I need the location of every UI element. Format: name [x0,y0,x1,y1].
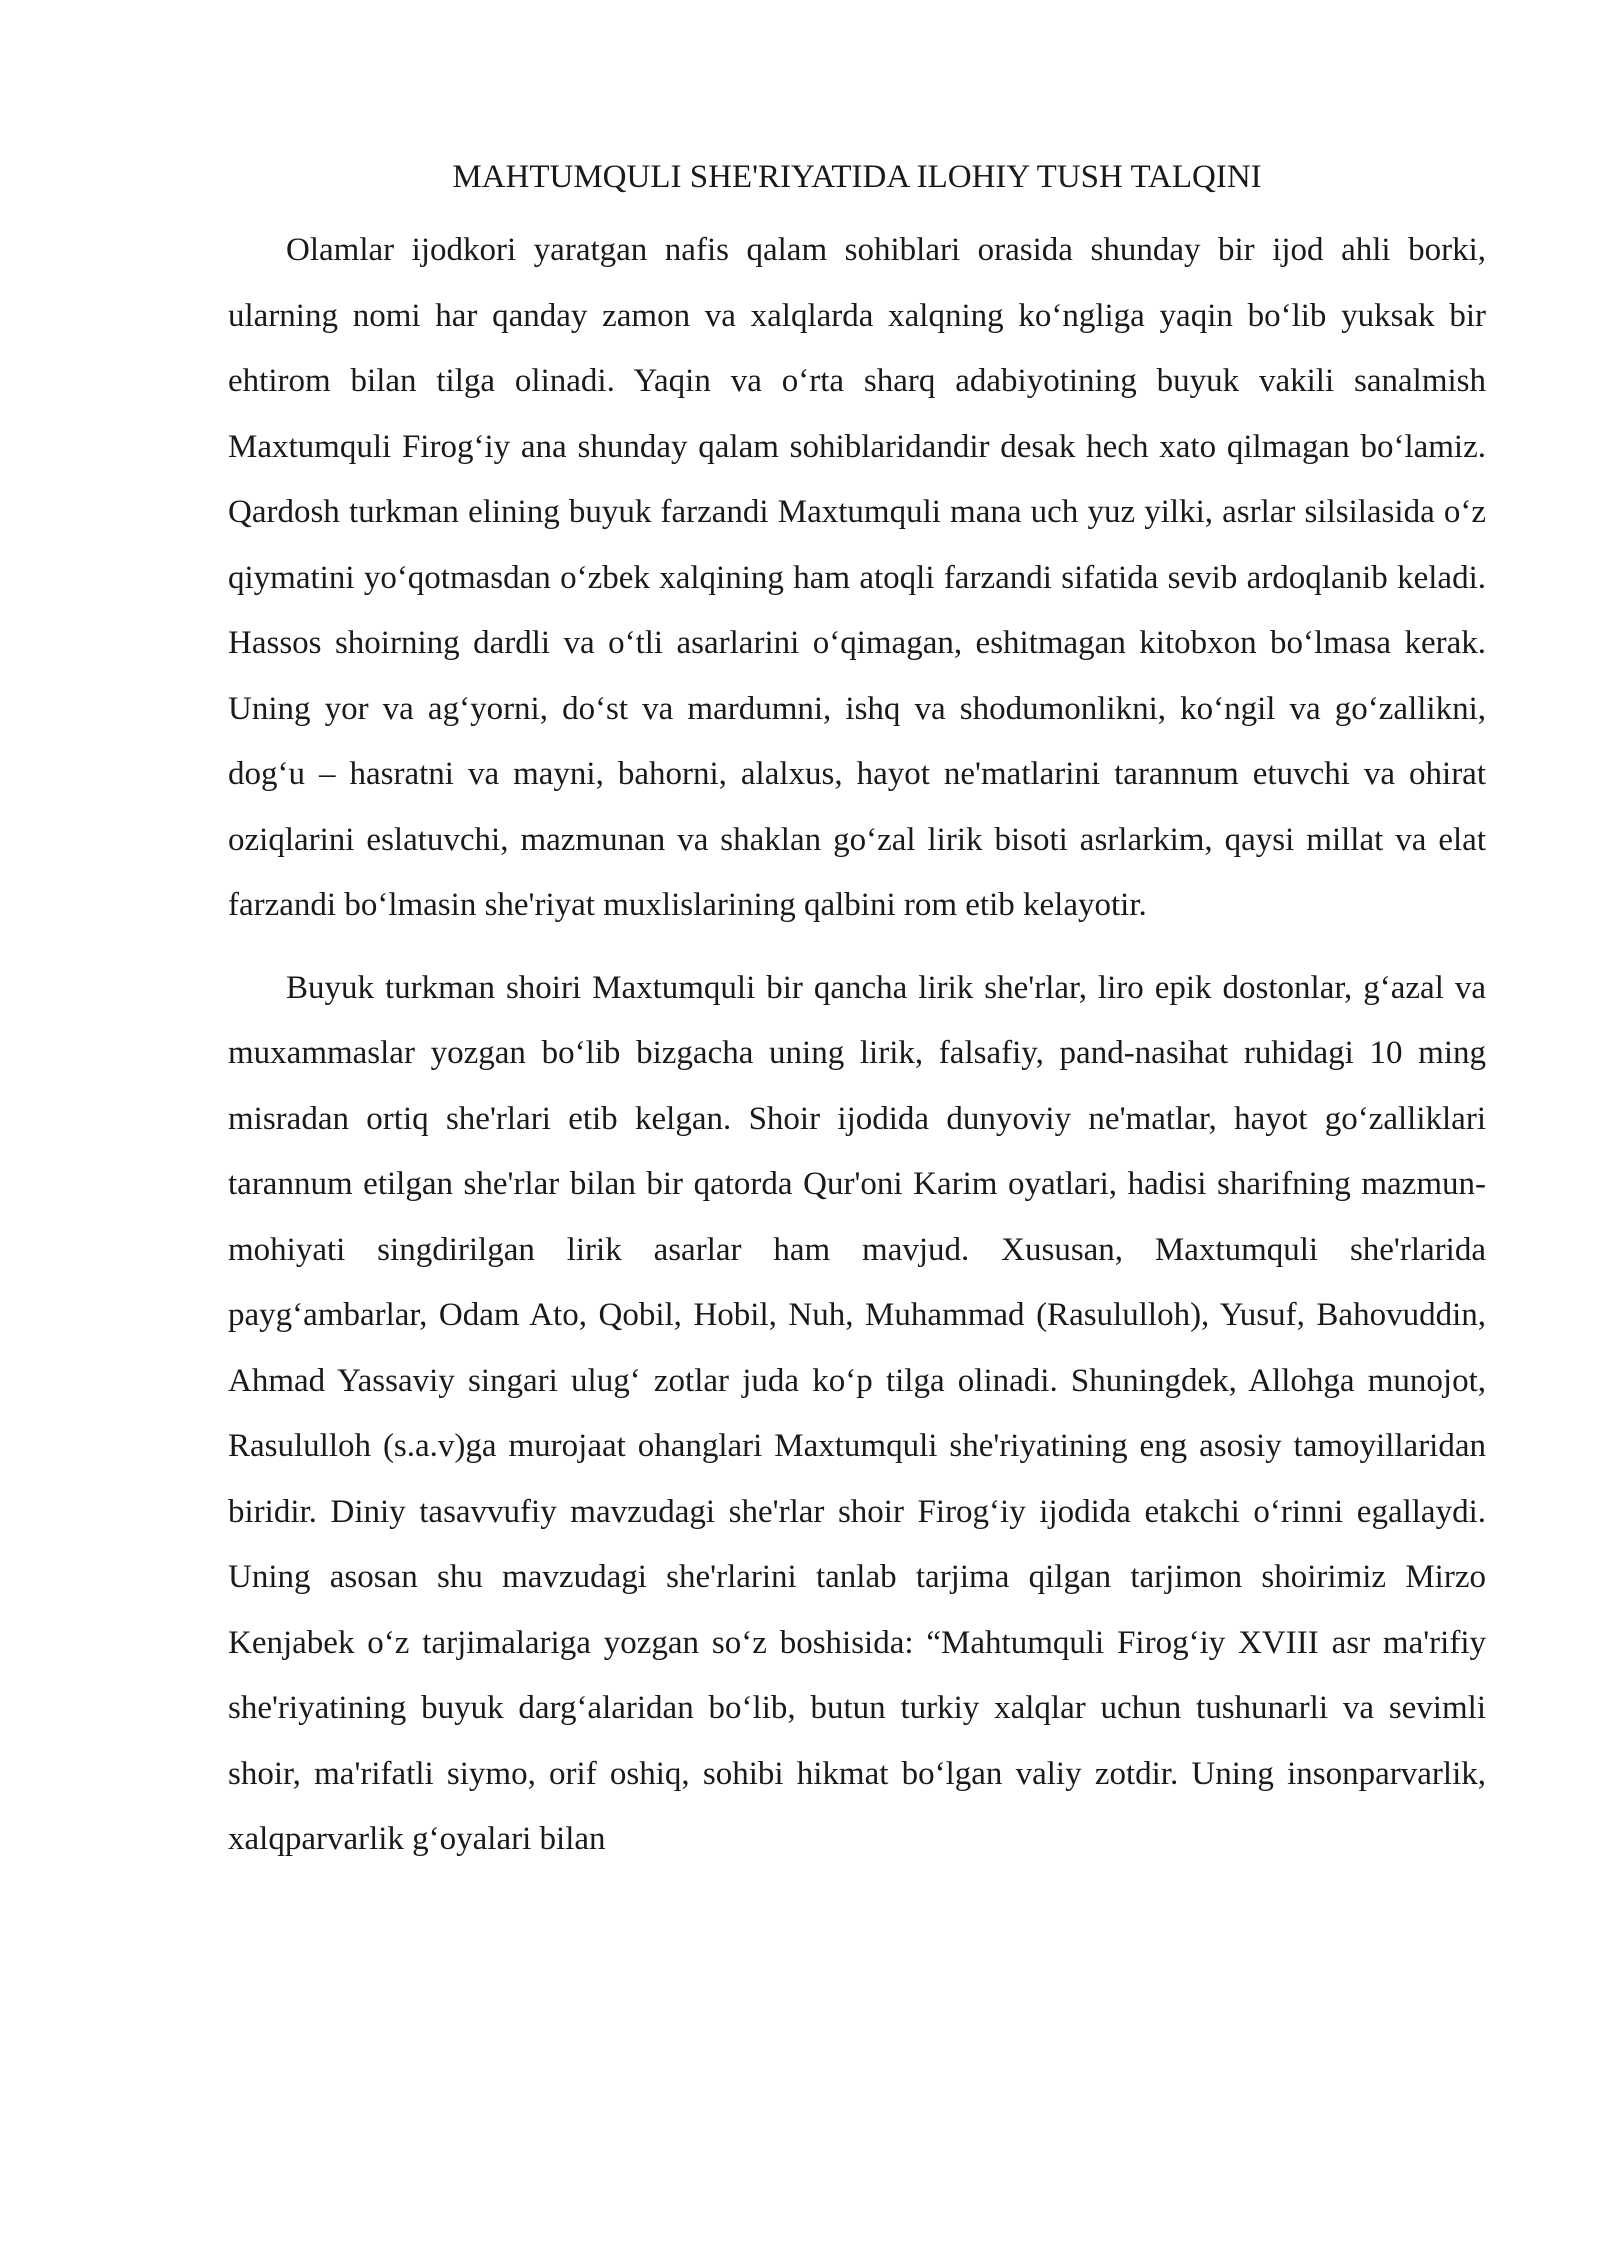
paragraph-2: Buyuk turkman shoiri Maxtumquli bir qancha lirik she'rlar, liro epik dostonlar, g‘azal va muxammaslar yozgan bo‘lib bizgacha uning lirik, falsafiy, pand-nasihat ruhidagi 10 ming misradan ortiq she'rlari etib kelgan. Shoir ijodida dunyoviy ne'matlar, hayot go‘zalliklari tarannum etilgan she'rlar bilan bir qatorda Qur'oni Karim oyatlari, hadisi sharifning mazmun-mohiyati singdirilgan lirik asarlar ham mavjud. Xususan, Maxtumquli she'rlarida payg‘ambarlar, Odam Ato, Qobil, Hobil, Nuh, Muhammad (Rasululloh), Yusuf, Bahovuddin, Ahmad Yassaviy singari ulug‘ zotlar juda ko‘p tilga olinadi. Shuningdek, Allohga munojot, Rasululloh (s.a.v)ga murojaat ohanglari Maxtumquli she'riyatining eng asosiy tamoyillaridan biridir. Diniy tasavvufiy mavzudagi she'rlar shoir Firog‘iy ijodida etakchi o‘rinni egallaydi. Uning asosan shu mavzudagi she'rlarini tanlab tarjima qilgan tarjimon shoirimiz Mirzo Kenjabek o‘z tarjimalariga yozgan so‘z boshisida: “Mahtumquli Firog‘iy XVIII asr ma'rifiy she'riyatining buyuk darg‘alaridan bo‘lib, butun turkiy xalqlar uchun tushunarli va sevimli shoir, ma'rifatli siymo, orif oshiq, sohibi hikmat bo‘lgan valiy zotdir. Uning insonparvarlik, xalqparvarlik g‘oyalari bilan [228,969,1486,1857]
document-title: MAHTUMQULI SHE'RIYATIDA ILOHIY TUSH TALQINI [452,159,1262,195]
document-body [228,218,1486,1873]
paragraph-1: Olamlar ijodkori yaratgan nafis qalam sohiblari orasida shunday bir ijod ahli borki, ularning nomi har qanday zamon va xalqlarda xalqning ko‘ngliga yaqin bo‘lib yuksak bir ehtirom bilan tilga olinadi. Yaqin va o‘rta sharq adabiyotining buyuk vakili sanalmish Maxtumquli Firog‘iy ana shunday qalam sohiblaridandir desak hech xato qilmagan bo‘lamiz. Qardosh turkman elining buyuk farzandi Maxtumquli mana uch yuz yilki, asrlar silsilasida o‘z qiymatini yo‘qotmasdan o‘zbek xalqining ham atoqli farzandi sifatida sevib ardoqlanib keladi. Hassos shoirning dardli va o‘tli asarlarini o‘qimagan, eshitmagan kitobxon bo‘lmasa kerak. Uning yor va ag‘yorni, do‘st va mardumni, ishq va shodumonlikni, ko‘ngil va go‘zallikni, dog‘u – hasratni va mayni, bahorni, alalxus, hayot ne'matlarini tarannum etuvchi va ohirat oziqlarini eslatuvchi, mazmunan va shaklan go‘zal lirik bisoti asrlarkim, qaysi millat va elat farzandi bo‘lmasin she'riyat muxlislarining qalbini rom etib kelayotir. [228,232,1486,923]
